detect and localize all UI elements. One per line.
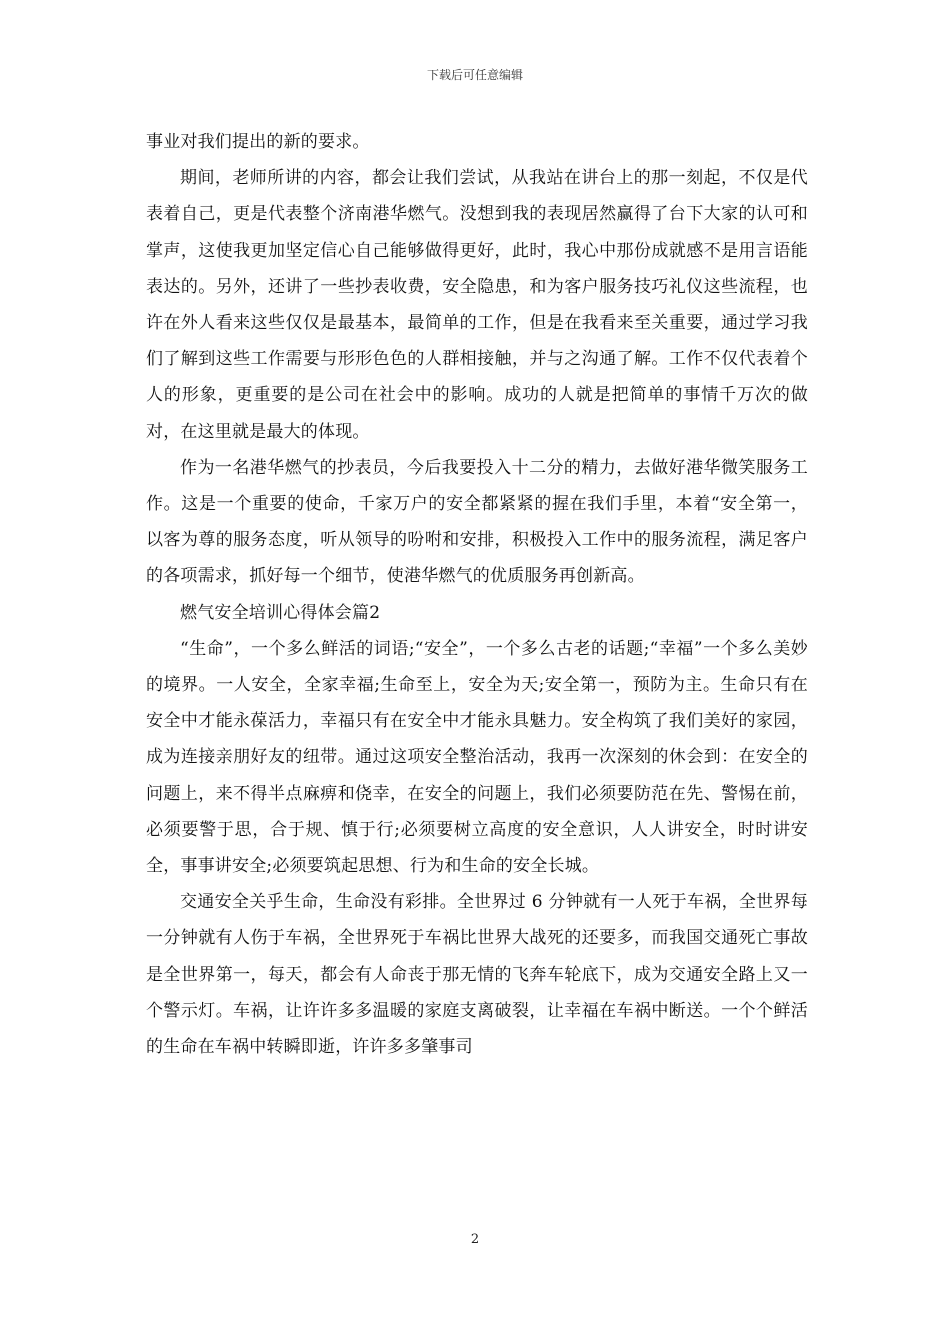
paragraph: 交通安全关乎生命，生命没有彩排。全世界过 6 分钟就有一人死于车祸，全世界每一分钟就有人伤于车祸，全世界死于车祸比世界大战死的还要多，而我国交通死亡事故是全世界第一，每天，都会有人命丧于那无情的飞奔车轮底下，成为交通安全路上又一个警示灯。车祸，让许许多多温暖的家庭支离破裂，让幸福在车祸中断送。一个个鲜活的生命在车祸中转瞬即逝，许许多多肇事司	[146, 892, 808, 1058]
page-number: 2	[470, 1232, 480, 1247]
section-heading: 燃气安全培训心得体会篇2	[180, 602, 381, 623]
document-body	[146, 124, 808, 1065]
paragraph: 作为一名港华燃气的抄表员，今后我要投入十二分的精力，去做好港华微笑服务工作。这是一个重要的使命，千家万户的安全都紧紧的握在我们手里，本着“安全第一，以客为尊的服务态度，听从领导的吩咐和安排，积极投入工作中的服务流程，满足客户的各项需求，抓好每一个细节，使港华燃气的优质服务再创新高。	[146, 457, 808, 587]
page-header: 下载后可任意编辑	[426, 68, 523, 82]
paragraph: 期间，老师所讲的内容，都会让我们尝试，从我站在讲台上的那一刻起，不仅是代表着自己，更是代表整个济南港华燃气。没想到我的表现居然赢得了台下大家的认可和掌声，这使我更加坚定信心自己能够做得更好，此时，我心中那份成就感不是用言语能表达的。另外，还讲了一些抄表收费，安全隐患，和为客户服务技巧礼仪这些流程，也许在外人看来这些仅仅是最基本，最简单的工作，但是在我看来至关重要，通过学习我们了解到这些工作需要与形形色色的人群相接触，并与之沟通了解。工作不仅代表着个人的形象，更重要的是公司在社会中的影响。成功的人就是把简单的事情千万次的做对，在这里就是最大的体现。	[146, 168, 808, 442]
paragraph: “生命”，一个多么鲜活的词语;“安全”，一个多么古老的话题;“幸福”一个多么美妙的境界。一人安全，全家幸福;生命至上，安全为天;安全第一，预防为主。生命只有在安全中才能永葆活力，幸福只有在安全中才能永具魅力。安全构筑了我们美好的家园，成为连接亲朋好友的纽带。通过这项安全整治活动，我再一次深刻的休会到：在安全的问题上，来不得半点麻痹和侥幸，在安全的问题上，我们必须要防范在先、警惕在前，必须要警于思，合于规、慎于行;必须要树立高度的安全意识，人人讲安全，时时讲安全，事事讲安全;必须要筑起思想、行为和生命的安全长城。	[146, 638, 808, 877]
paragraph: 事业对我们提出的新的要求。	[146, 132, 370, 152]
